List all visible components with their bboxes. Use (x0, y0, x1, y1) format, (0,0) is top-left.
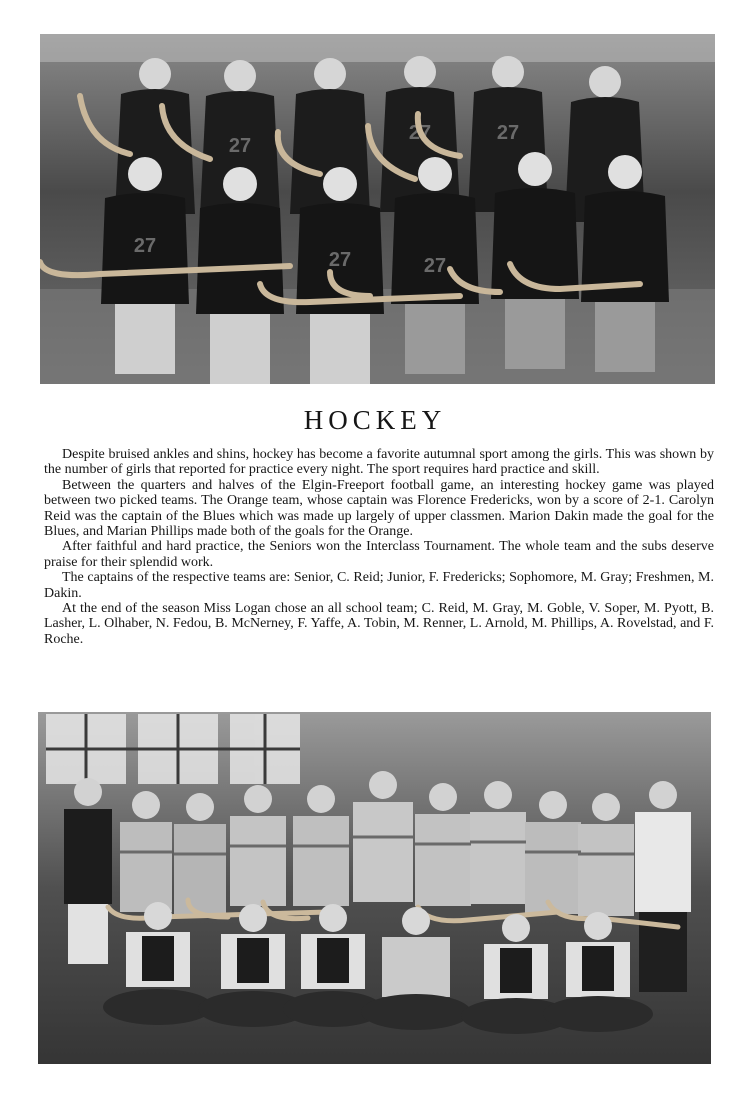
jersey-number: 27 (328, 249, 352, 271)
jersey-number: 27 (228, 135, 252, 157)
team-photo-top-image (40, 34, 715, 384)
paragraph: Despite bruised ankles and shins, hockey has become a favorite autumnal sport among the girls. This was shown by the number of girls that reported for practice every night. The sport requires hard practice and skill. (44, 447, 714, 478)
team-photo-bottom (38, 712, 711, 1064)
jersey-number: 27 (423, 255, 447, 277)
paragraph: After faithful and hard practice, the Seniors won the Interclass Tournament. The whole team and the subs deserve praise for their splendid work. (44, 539, 714, 570)
jersey-number: 27 (408, 122, 432, 144)
team-photo-top (40, 34, 715, 384)
paragraph: The captains of the respective teams are: Senior, C. Reid; Junior, F. Fredericks; Sophomore, M. Gray; Freshmen, M. Dakin. (44, 570, 714, 601)
team-photo-bottom-image (38, 712, 711, 1064)
jersey-number: 27 (496, 122, 520, 144)
paragraph: At the end of the season Miss Logan chose an all school team; C. Reid, M. Gray, M. Goble, V. Soper, M. Pyott, B. Lasher, L. Olhaber, N. Fedou, B. McNerney, F. Yaffe, A. Tobin, M. Renner, L. Arnold, M. Phillips, A. Rovelstad, and F. Roche. (44, 601, 714, 647)
jersey-number: 27 (133, 235, 157, 257)
paragraph: Between the quarters and halves of the Elgin-Freeport football game, an interesting hockey game was played between two picked teams. The Orange team, whose captain was Florence Fredericks, won by a score of 2-1. Carolyn Reid was the captain of the Blues which was made up largely of upper classmen. Marion Dakin made the goal for the Blues, and Marian Phillips made both of the goals for the Orange. (44, 477, 714, 540)
page-title: HOCKEY (303, 405, 447, 435)
article-body (44, 447, 714, 647)
